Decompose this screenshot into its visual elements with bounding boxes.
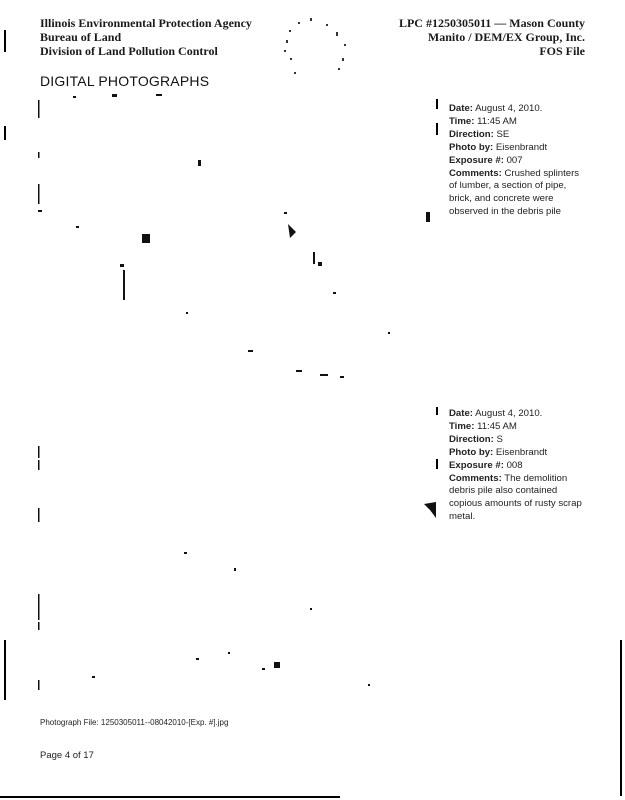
file-type: FOS File [539, 44, 585, 58]
photo-1-caption [449, 103, 589, 219]
scan-edge [4, 30, 6, 52]
agency-name: Illinois Environmental Protection Agency [40, 16, 252, 30]
time-label: Time: [449, 420, 475, 432]
direction-value: S [496, 433, 503, 445]
comments-value: The demolition debris pile also contained copious amounts of rusty scrap metal. [449, 472, 582, 523]
site-id: LPC #1250305011 — Mason County [398, 16, 585, 30]
comments-label: Comments: [449, 472, 502, 484]
photographer-label: Photo by: [449, 141, 494, 153]
date-value: August 4, 2010. [475, 103, 543, 114]
scan-artifact [426, 212, 430, 222]
time-value: 11:45 AM [477, 420, 517, 432]
agency-header [40, 16, 252, 58]
page-number: Page 4 of 17 [40, 750, 94, 761]
direction-value: SE [496, 128, 510, 140]
margin-mark [436, 99, 438, 139]
photo-2-caption [449, 408, 589, 524]
scan-artifact [424, 502, 438, 520]
exposure-label: Exposure #: [449, 459, 504, 471]
date-value: August 4, 2010. [475, 408, 543, 419]
scan-edge [4, 126, 6, 140]
exposure-label: Exposure #: [449, 154, 504, 166]
time-label: Time: [449, 115, 475, 127]
photographer-label: Photo by: [449, 446, 494, 458]
time-value: 11:45 AM [477, 115, 517, 127]
exposure-value: 007 [506, 154, 523, 166]
page-title: DIGITAL PHOTOGRAPHS [40, 73, 210, 89]
comments-value: Crushed splinters of lumber, a section of pipe, brick, and concrete were observed in the debris pile [449, 167, 580, 218]
scan-edge [620, 640, 622, 796]
photo-1 [38, 92, 428, 392]
scan-edge [0, 796, 340, 798]
date-label: Date: [449, 103, 473, 114]
division-name: Division of Land Pollution Control [40, 44, 218, 58]
exposure-value: 008 [506, 459, 523, 471]
bureau-name: Bureau of Land [40, 30, 122, 44]
comments-label: Comments: [449, 167, 502, 179]
photographer-value: Eisenbrandt [495, 141, 548, 153]
photographer-value: Eisenbrandt [495, 446, 548, 458]
photo-2 [38, 408, 428, 708]
agency-seal-icon [280, 18, 350, 84]
photograph-file-name: Photograph File: 1250305011--08042010-[Exp. #].jpg [40, 718, 229, 727]
site-header [365, 16, 585, 58]
scan-edge [4, 640, 6, 700]
direction-label: Direction: [449, 128, 494, 140]
date-label: Date: [449, 408, 473, 419]
direction-label: Direction: [449, 433, 494, 445]
site-location: Manito / DEM/EX Group, Inc. [427, 30, 585, 44]
